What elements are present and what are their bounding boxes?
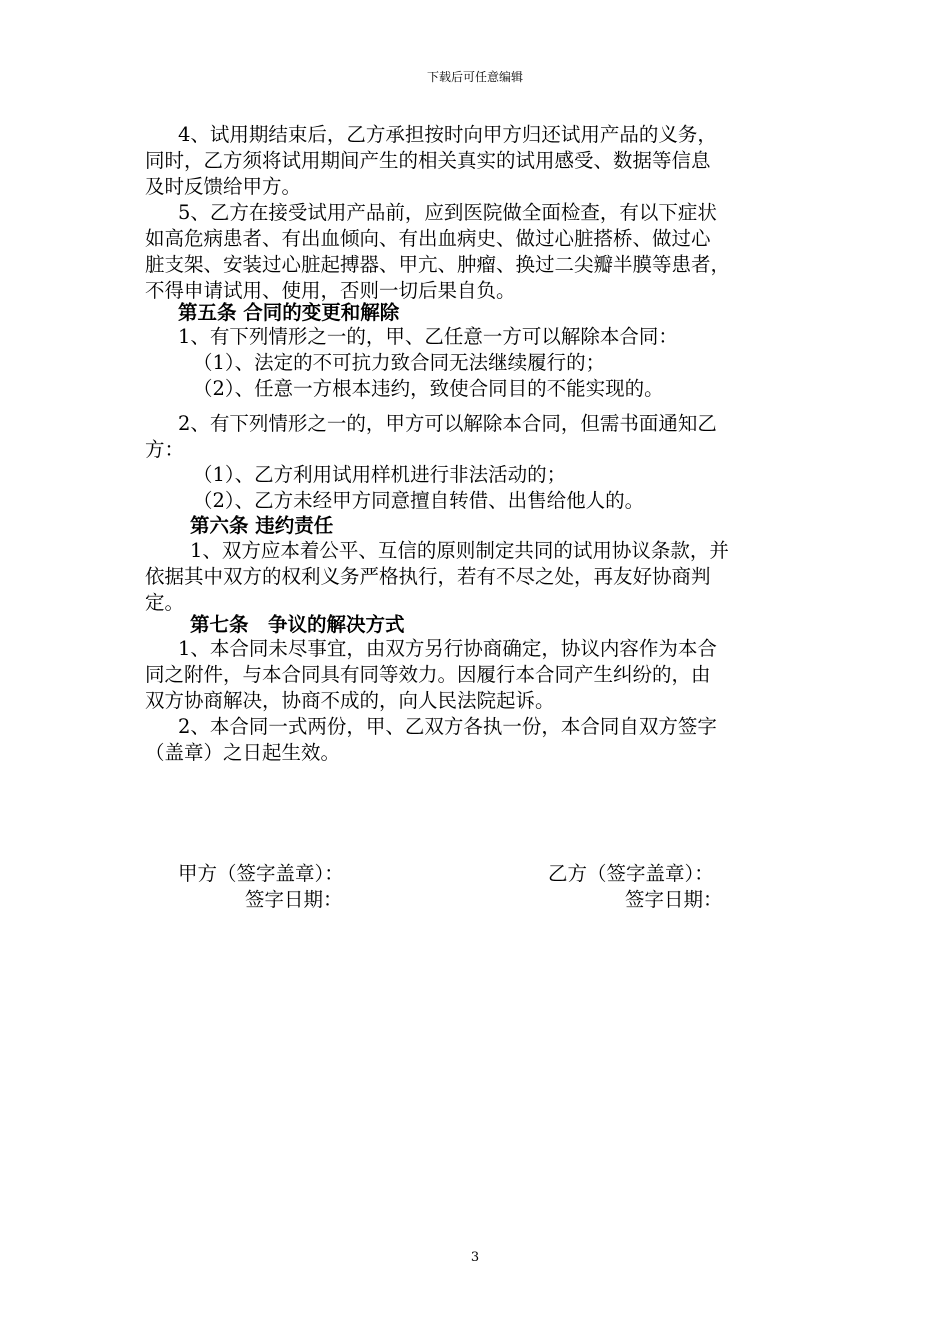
paragraph-line: 2、本合同一式两份，甲、乙双方各执一份，本合同自双方签字 xyxy=(178,715,717,738)
paragraph-line: 5、乙方在接受试用产品前，应到医院做全面检查，有以下症状 xyxy=(178,201,717,224)
paragraph-line: 脏支架、安装过心脏起搏器、甲亢、肿瘤、换过二尖瓣半膜等患者， xyxy=(145,253,731,276)
paragraph-line: 2、有下列情形之一的，甲方可以解除本合同，但需书面通知乙 xyxy=(178,412,717,435)
paragraph-line: 如高危病患者、有出血倾向、有出血病史、做过心脏搭桥、做过心 xyxy=(145,227,711,250)
list-item: （1）、法定的不可抗力致合同无法继续履行的； xyxy=(193,351,606,374)
paragraph-line: 同之附件，与本合同具有同等效力。因履行本合同产生纠纷的，由 xyxy=(145,663,711,686)
party-b-date-label: 签字日期： xyxy=(625,888,723,911)
paragraph-line: 同时，乙方须将试用期间产生的相关真实的试用感受、数据等信息 xyxy=(145,149,711,172)
paragraph-line: 不得申请试用、使用，否则一切后果自负。 xyxy=(145,279,516,302)
list-item: （2）、乙方未经甲方同意擅自转借、出售给他人的。 xyxy=(193,489,645,512)
page-number: 3 xyxy=(470,1250,480,1265)
paragraph-line: 双方协商解决，协商不成的，向人民法院起诉。 xyxy=(145,689,555,712)
paragraph-line: 1、双方应本着公平、互信的原则制定共同的试用协议条款，并 xyxy=(190,539,729,562)
paragraph-line: 1、本合同未尽事宜，由双方另行协商确定，协议内容作为本合 xyxy=(178,637,717,660)
party-b-signature-label: 乙方（签字盖章）： xyxy=(548,862,714,885)
paragraph-line: 定。 xyxy=(145,591,185,614)
paragraph-line: 及时反馈给甲方。 xyxy=(145,175,302,198)
list-item: （2）、任意一方根本违约，致使合同目的不能实现的。 xyxy=(193,377,664,400)
list-item: （1）、乙方利用试用样机进行非法活动的； xyxy=(193,463,567,486)
paragraph-line: 1、有下列情形之一的，甲、乙任意一方可以解除本合同： xyxy=(178,325,678,348)
section-heading: 第七条 争议的解决方式 xyxy=(190,613,405,636)
party-a-signature-label: 甲方（签字盖章）： xyxy=(178,862,344,885)
section-heading: 第五条 合同的变更和解除 xyxy=(178,301,400,324)
paragraph-line: （盖章）之日起生效。 xyxy=(145,741,341,764)
paragraph-line: 依据其中双方的权利义务严格执行，若有不尽之处，再友好协商判 xyxy=(145,565,711,588)
paragraph-line: 方： xyxy=(145,438,185,461)
page-header: 下载后可任意编辑 xyxy=(426,70,523,84)
section-heading: 第六条 违约责任 xyxy=(190,514,334,537)
party-a-date-label: 签字日期： xyxy=(245,888,343,911)
paragraph-line: 4、试用期结束后，乙方承担按时向甲方归还试用产品的义务， xyxy=(178,123,717,146)
